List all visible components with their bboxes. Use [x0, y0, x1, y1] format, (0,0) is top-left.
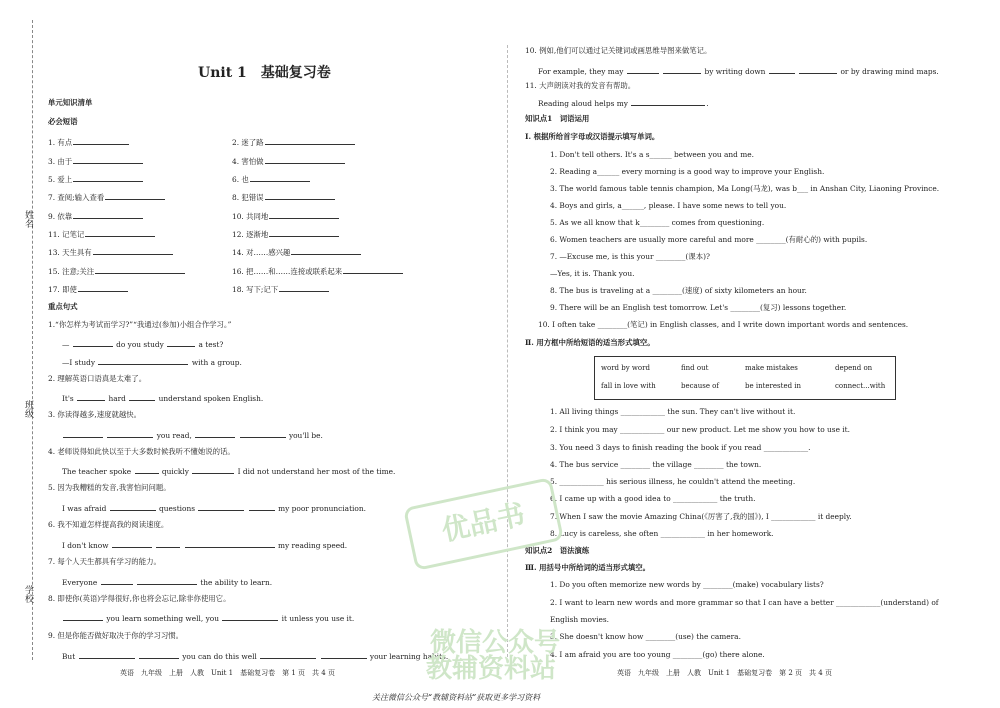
sentence-prompt: 10. 例如,他们可以通过记关键词或画思维导图来做笔记。	[525, 46, 712, 55]
phrase-item: 18. 写下;记下	[232, 283, 330, 295]
phrase-item: 16. 把……和……连接或联系起来	[232, 265, 404, 277]
bottom-note: 关注微信公众号“教辅资料站”获取更多学习资料	[372, 693, 541, 702]
sentence-answer: —I study with a group.	[62, 358, 242, 367]
name-label: 姓名	[23, 210, 33, 228]
footer-left: 英语 九年级 上册 人教 Unit 1 基础复习卷 第 1 页 共 4 页	[120, 669, 335, 677]
sentence-prompt: 5. 因为我糟糕的发音,我害怕问问题。	[48, 483, 171, 492]
phrase-item: 5. 爱上	[48, 173, 144, 185]
box-phrase: be interested in	[745, 382, 802, 390]
phrase-item: 12. 逐渐地	[232, 228, 340, 240]
phrase-item: 3. 由于	[48, 155, 144, 167]
knowledge-point-1: 知识点1 词语运用	[525, 114, 590, 123]
phrase-item: 8. 犯错误	[232, 191, 336, 203]
phrases-heading: 必会短语	[48, 117, 78, 126]
box-phrase: find out	[681, 364, 709, 372]
phrase-box	[594, 356, 896, 400]
exercise-item: 4. The bus service ________ the village ________ the town.	[550, 460, 762, 469]
box-phrase: make mistakes	[745, 364, 798, 372]
exercise-item: 6. Women teachers are usually more careful and more ________(有耐心的) with pupils.	[550, 235, 868, 244]
exercise-item: 3. She doesn't know how ________(use) the camera.	[550, 632, 741, 641]
sentence-prompt: 7. 每个人天生都具有学习的能力。	[48, 557, 161, 566]
watermark-stamp: 优品书	[403, 477, 564, 571]
box-phrase: fall in love with	[601, 382, 656, 390]
phrase-item: 2. 迷了路	[232, 136, 356, 148]
sentence-answer: It's hard understand spoken English.	[62, 394, 264, 403]
box-phrase: word by word	[601, 364, 650, 372]
sentence-answer: — do you study a test?	[62, 340, 224, 349]
phrase-item: 9. 依靠	[48, 210, 144, 222]
exercise-item: 4. I am afraid you are too young ________(go) there alone.	[550, 650, 765, 659]
exercise-item: 5. ____________ his serious illness, he couldn't attend the meeting.	[550, 477, 796, 486]
knowledge-point-2: 知识点2 语法演练	[525, 546, 590, 555]
exercise-item: 6. I came up with a good idea to ____________ the truth.	[550, 494, 756, 503]
exercise-item: 3. The world famous table tennis champion, Ma Long(马龙), was b___ in Anshan City, Liaoning Province.	[550, 184, 940, 193]
phrase-item: 15. 注意;关注	[48, 265, 186, 277]
phrase-item: 4. 害怕做	[232, 155, 346, 167]
box-phrase: because of	[681, 382, 719, 390]
exercise-item: 5. As we all know that k________ comes from questioning.	[550, 218, 765, 227]
watermark-line-1: 微信公众号	[430, 628, 561, 658]
exercise-item: —Yes, it is. Thank you.	[550, 269, 635, 278]
sentences-heading: 重点句式	[48, 302, 78, 311]
sentence-prompt: 2. 理解英语口语真是太难了。	[48, 374, 147, 383]
part-3-heading: Ⅲ. 用括号中所给词的适当形式填空。	[525, 563, 651, 572]
class-label: 班级	[23, 400, 33, 418]
phrase-item: 11. 记笔记	[48, 228, 156, 240]
sentence-prompt: 11. 大声朗读对我的发音有帮助。	[525, 81, 636, 90]
part-2-heading: Ⅱ. 用方框中所给短语的适当形式填空。	[525, 338, 655, 347]
part-1-heading: Ⅰ. 根据所给首字母或汉语提示填写单词。	[525, 132, 660, 141]
exercise-item: 8. The bus is traveling at a ________(速度) of sixty kilometers an hour.	[550, 286, 807, 295]
page-title: Unit 1 基础复习卷	[198, 65, 331, 81]
exercise-item: 7. When I saw the movie Amazing China(《厉害了,我的国》), I ____________ it deeply.	[550, 512, 852, 521]
exercise-item: 1. All living things ____________ the sun. They can't live without it.	[550, 407, 796, 416]
footer-right: 英语 九年级 上册 人教 Unit 1 基础复习卷 第 2 页 共 4 页	[617, 669, 832, 677]
sentence-answer: Reading aloud helps my .	[538, 99, 709, 108]
sentence-prompt: 9. 但是你能否做好取决于你的学习习惯。	[48, 631, 184, 640]
sentence-answer: I was afraid questions my poor pronunciation.	[62, 504, 366, 513]
phrase-item: 13. 天生具有	[48, 246, 174, 258]
sentence-prompt: 8. 即使你(英语)学得很好,你也将会忘记,除非你使用它。	[48, 594, 231, 603]
exercise-item: 8. Lucy is careless, she often ____________ in her homework.	[550, 529, 774, 538]
phrase-item: 1. 有点	[48, 136, 130, 148]
sentence-prompt: 4. 老师说得如此快以至于大多数时候我听不懂她说的话。	[48, 447, 235, 456]
sentence-prompt: 3. 你读得越多,速度就越快。	[48, 410, 142, 419]
sentence-prompt: 1.“你怎样为考试而学习?”“我通过(参加)小组合作学习。”	[48, 320, 232, 329]
exercise-item: 9. There will be an English test tomorrow. Let's ________(复习) lessons together.	[550, 303, 847, 312]
exercise-item: English movies.	[550, 615, 610, 624]
sentence-answer: The teacher spoke quickly I did not understand her most of the time.	[62, 467, 396, 476]
sentence-answer: For example, they may by writing down or by drawing mind maps.	[538, 67, 939, 76]
phrase-item: 10. 共同地	[232, 210, 340, 222]
school-label: 学校	[23, 585, 33, 603]
exercise-item: 2. I want to learn new words and more grammar so that I can have a better ____________(understand) of	[550, 598, 939, 607]
page-divider	[507, 45, 508, 657]
phrase-item: 6. 也	[232, 173, 311, 185]
sentence-answer: I don't know my reading speed.	[62, 541, 348, 550]
binding-line	[32, 20, 33, 660]
exercise-item: 4. Boys and girls, a______, please. I have some news to tell you.	[550, 201, 787, 210]
section-heading: 单元知识清单	[48, 98, 93, 107]
sentence-answer: But you can do this well your learning habits.	[62, 652, 449, 661]
exercise-item: 10. I often take ________(笔记) in English classes, and I write down important words and sentences.	[538, 320, 909, 329]
sentence-answer: you read, you'll be.	[62, 429, 323, 441]
phrase-item: 17. 即使	[48, 283, 129, 295]
sentence-answer: Everyone the ability to learn.	[62, 578, 273, 587]
exercise-item: 3. You need 3 days to finish reading the book if you read ____________.	[550, 443, 811, 452]
watermark-line-2: 教辅资料站	[426, 654, 557, 684]
exercise-item: 1. Don't tell others. It's a s______ between you and me.	[550, 150, 754, 159]
exercise-item: 1. Do you often memorize new words by ________(make) vocabulary lists?	[550, 580, 824, 589]
exercise-item: 2. Reading a______ every morning is a good way to improve your English.	[550, 167, 825, 176]
phrase-item: 7. 查阅;输入查看	[48, 191, 166, 203]
sentence-prompt: 6. 我不知道怎样提高我的阅读速度。	[48, 520, 169, 529]
exercise-item: 2. I think you may ____________ our new product. Let me show you how to use it.	[550, 425, 850, 434]
exercise-item: 7. —Excuse me, is this your ________(课本)?	[550, 252, 710, 261]
box-phrase: connect...with	[835, 382, 886, 390]
phrase-item: 14. 对……感兴趣	[232, 246, 362, 258]
sentence-answer: you learn something well, you it unless you use it.	[62, 612, 354, 624]
box-phrase: depend on	[835, 364, 873, 372]
